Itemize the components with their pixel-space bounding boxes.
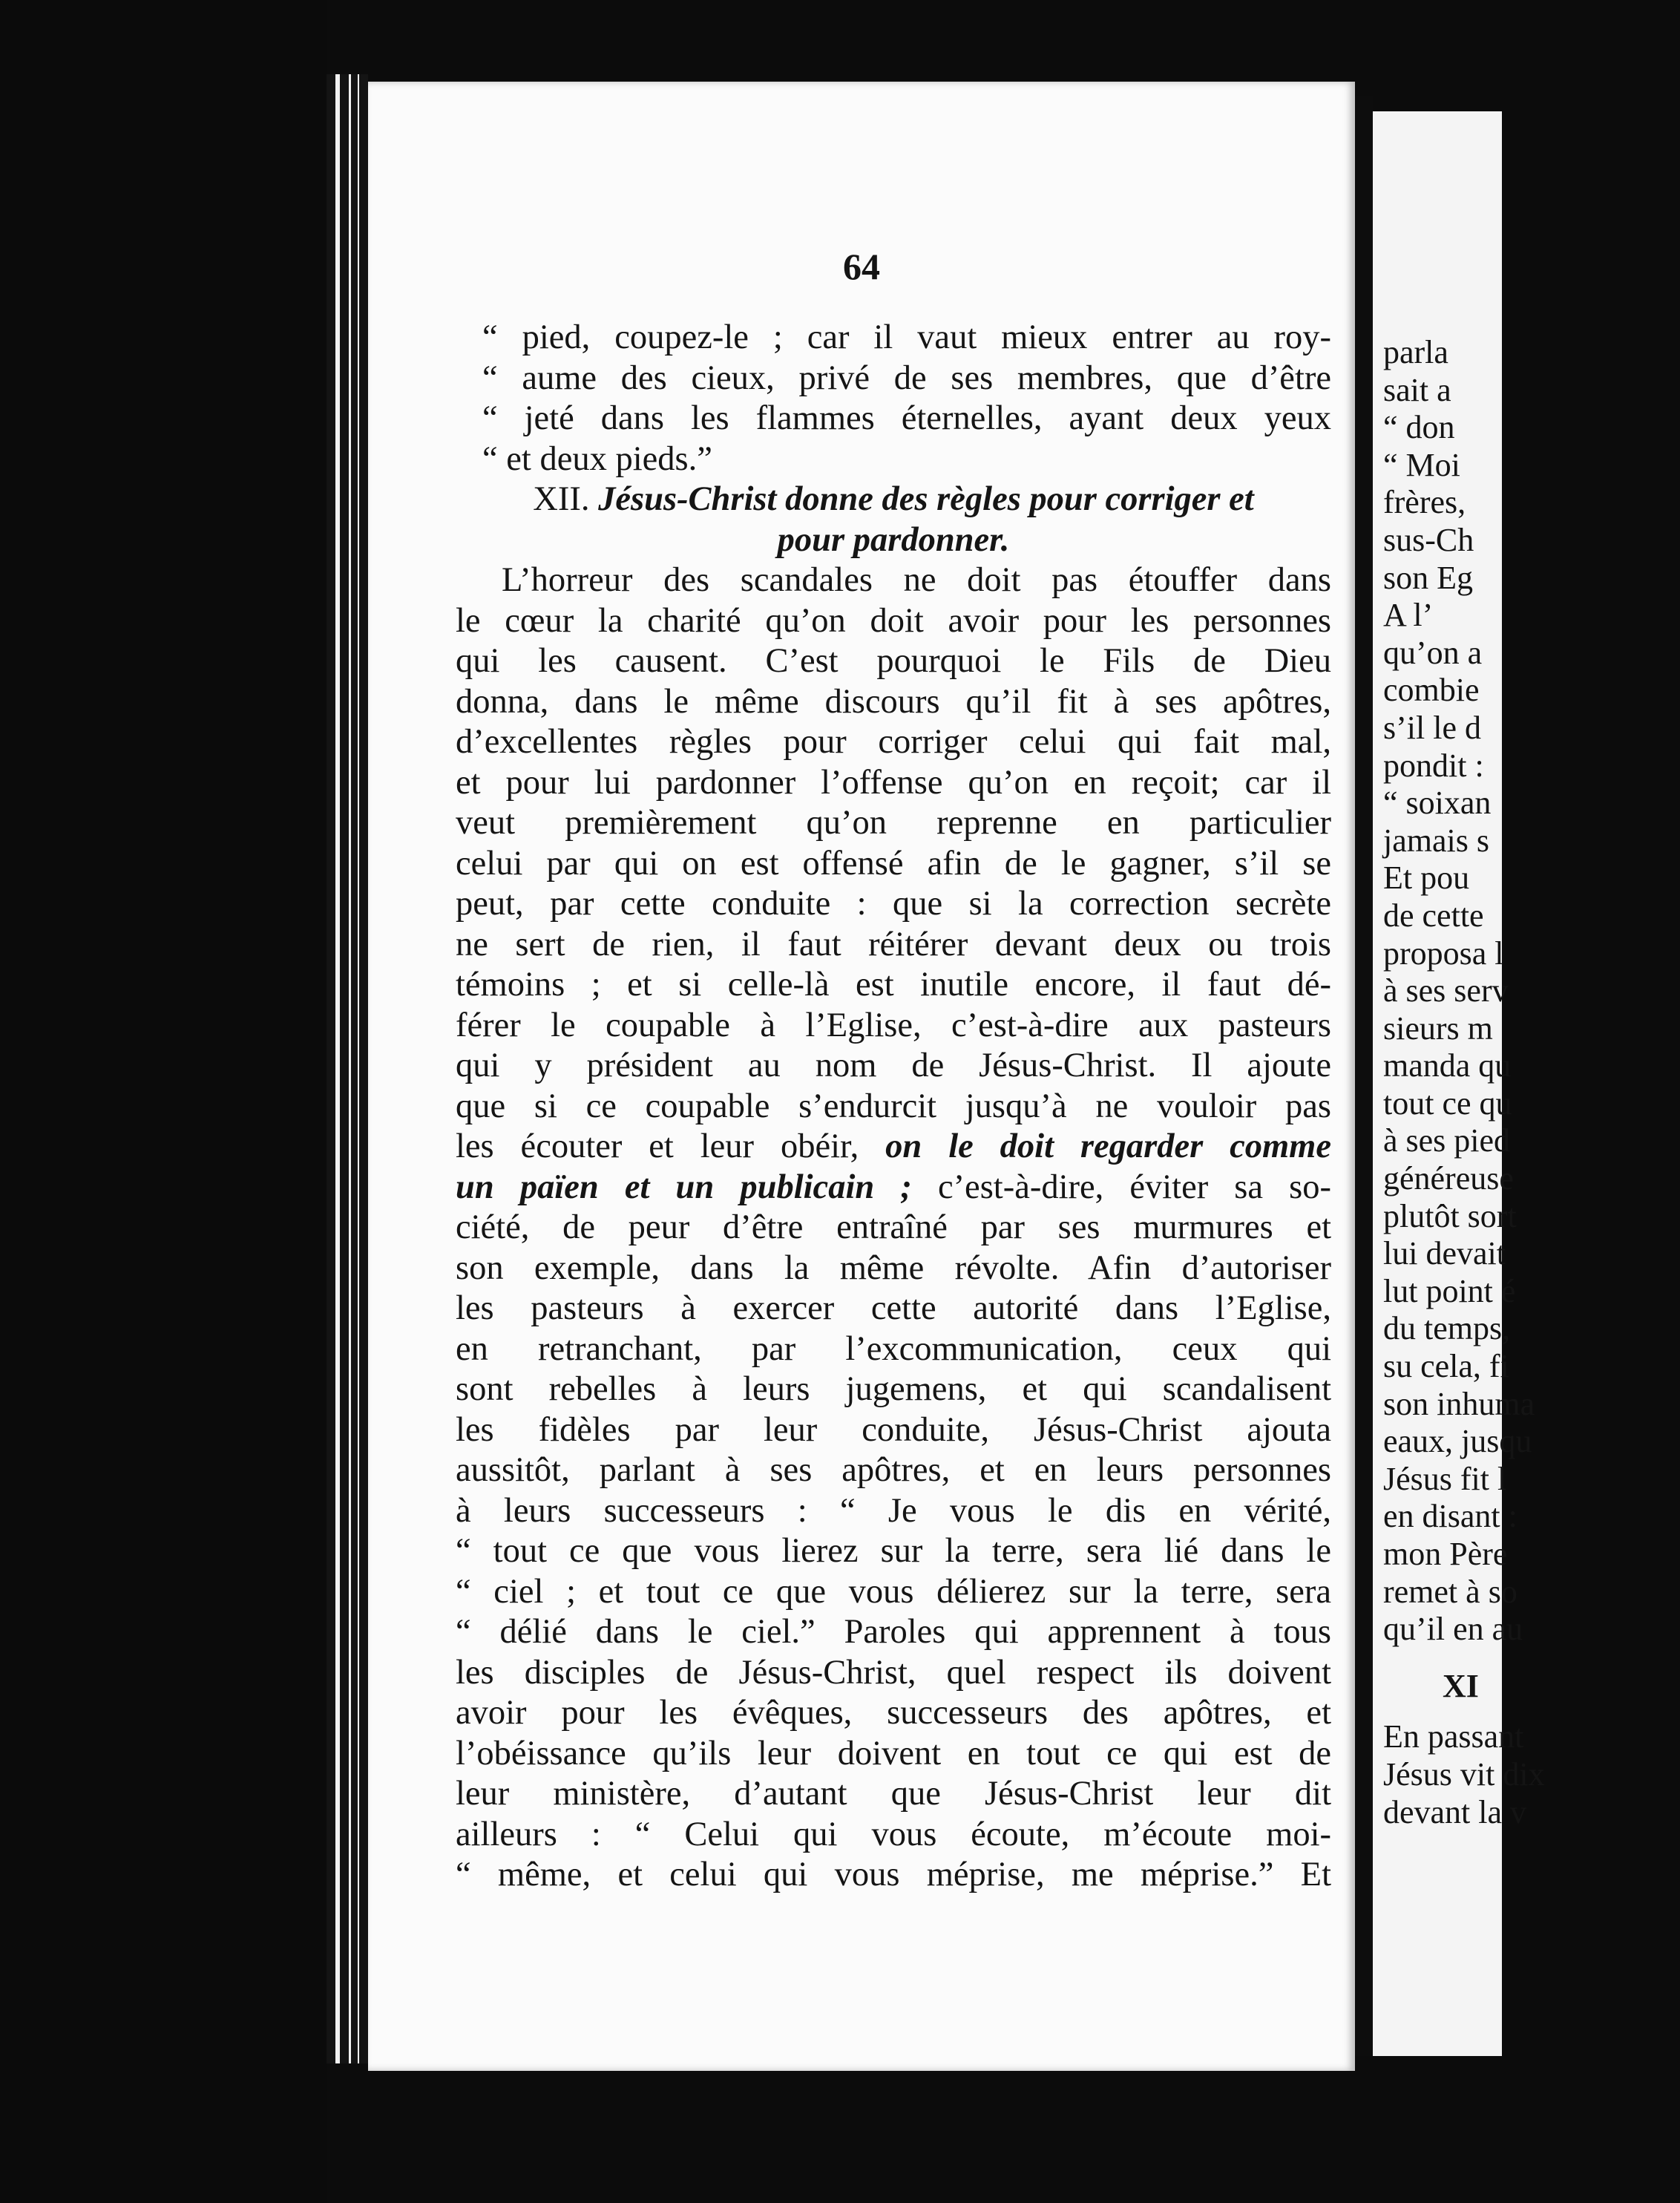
- right-page-line: Et pou: [1383, 860, 1470, 897]
- right-page-line: plutôt sort: [1383, 1197, 1517, 1234]
- italic-text: on le doit regarder comme: [885, 1127, 1331, 1165]
- right-page-text: [1383, 334, 1680, 1831]
- right-page-line: s’il le d: [1383, 709, 1481, 746]
- left-page: [368, 82, 1355, 2071]
- italic-text: un païen et un publicain ;: [456, 1168, 912, 1206]
- right-page-line: XI: [1443, 1667, 1479, 1704]
- text-line: “ délié dans le ciel.” Paroles qui apprennent à tous: [456, 1613, 1331, 1651]
- text-line: l’obéissance qu’ils leur doivent en tout ce qui est de: [456, 1734, 1331, 1772]
- text-line: peut, par cette conduite : que si la correction secrète: [456, 885, 1331, 923]
- roman-text: les écouter et leur obéir,: [456, 1127, 886, 1165]
- text-line: que si ce coupable s’endurcit jusqu’à ne vouloir pas: [456, 1087, 1331, 1125]
- text-line: férer le coupable à l’Eglise, c’est-à-dire aux pasteurs: [456, 1006, 1331, 1044]
- right-page-line: sus-Ch: [1383, 521, 1474, 558]
- right-page-line: “ soixan: [1383, 785, 1492, 822]
- text-line: “ ciel ; et tout ce que vous délierez sur la terre, sera: [456, 1572, 1331, 1611]
- right-page-line: de cette: [1383, 897, 1484, 934]
- text-line: avoir pour les évêques, successeurs des apôtres, et: [456, 1694, 1331, 1732]
- page-number: 64: [843, 246, 880, 287]
- right-page-line: pondit :: [1383, 747, 1484, 784]
- text-line: témoins ; et si celle-là est inutile encore, il faut dé-: [456, 966, 1331, 1004]
- text-line: qui les causent. C’est pourquoi le Fils de Dieu: [456, 642, 1331, 680]
- right-page-line: jamais s: [1383, 822, 1489, 859]
- right-page-line: devant la v: [1383, 1793, 1527, 1830]
- text-line: ne sert de rien, il faut réitérer devant deux ou trois: [456, 925, 1331, 963]
- scan-dark-background: [0, 0, 327, 2203]
- text-line: celui par qui on est offensé afin de le gagner, s’il se: [456, 844, 1331, 883]
- right-page-line: lui devait: [1383, 1235, 1506, 1272]
- book-binding-edge: [327, 74, 368, 2063]
- text-line: [456, 1168, 1331, 1208]
- right-page-line: parla: [1383, 334, 1448, 370]
- text-line: aussitôt, parlant à ses apôtres, et en leurs personnes: [456, 1451, 1331, 1489]
- right-page-line: qu’il en au: [1383, 1611, 1523, 1648]
- text-line: “ pied, coupez-le ; car il vaut mieux entrer au roy-: [482, 318, 1331, 356]
- right-page-line: “ Moi: [1383, 446, 1460, 483]
- text-line: L’horreur des scandales ne doit pas étouffer dans: [502, 561, 1331, 599]
- text-line: d’excellentes règles pour corriger celui qui fait mal,: [456, 723, 1331, 761]
- text-line: “ et deux pieds.”: [482, 439, 712, 478]
- right-page-line: Jésus vit dix: [1383, 1755, 1545, 1793]
- right-page-line: remet à so: [1383, 1573, 1517, 1610]
- text-line: “ même, et celui qui vous méprise, me méprise.” Et: [456, 1856, 1331, 1893]
- right-page-line: du temps,: [1383, 1310, 1511, 1347]
- italic-text: Jésus-Christ donne des règles pour corriger et: [598, 480, 1254, 518]
- right-page-line: à ses serv: [1383, 972, 1509, 1009]
- text-line: donna, dans le même discours qu’il fit à ses apôtres,: [456, 682, 1331, 721]
- page-gutter-shadow: [1355, 96, 1373, 2056]
- text-line: qui y président au nom de Jésus-Christ. Il ajoute: [456, 1047, 1331, 1084]
- right-page-line: combie: [1383, 672, 1480, 709]
- right-page-line: son inhuma: [1383, 1385, 1535, 1422]
- text-line: et pour lui pardonner l’offense qu’on en reçoit; car il: [456, 763, 1331, 802]
- text-line: [456, 1127, 1331, 1168]
- right-page-line: frères,: [1383, 484, 1466, 521]
- text-line: les fidèles par leur conduite, Jésus-Christ ajouta: [456, 1410, 1331, 1449]
- text-line: “ aume des cieux, privé de ses membres, que d’être: [482, 359, 1331, 397]
- right-page-line: Jésus fit l: [1383, 1460, 1507, 1497]
- text-line: ailleurs : “ Celui qui vous écoute, m’écoute moi-: [456, 1815, 1331, 1853]
- right-page-line: qu’on a: [1383, 634, 1483, 671]
- right-page-line: sieurs m: [1383, 1009, 1493, 1047]
- right-page-fragment: [1373, 111, 1545, 2056]
- right-page-line: “ don: [1383, 409, 1455, 446]
- right-page-line: su cela, fi: [1383, 1348, 1509, 1385]
- right-page-line: tout ce qu: [1383, 1084, 1512, 1122]
- right-page-line: A l’: [1383, 597, 1434, 634]
- right-page-line: eaux, jusqu: [1383, 1423, 1532, 1460]
- right-page-line: sait a: [1383, 371, 1451, 408]
- right-page-line: proposa l: [1383, 934, 1504, 972]
- roman-text: XII.: [533, 480, 599, 518]
- text-line: veut premièrement qu’on reprenne en particulier: [456, 804, 1331, 842]
- right-page-line: son Eg: [1383, 559, 1473, 596]
- text-line: à leurs successeurs : “ Je vous le dis en vérité,: [456, 1491, 1331, 1530]
- right-page-line: manda qu: [1383, 1047, 1512, 1084]
- text-line: “ tout ce que vous lierez sur la terre, sera lié dans le: [456, 1532, 1331, 1570]
- page-body-text: [456, 318, 1331, 1896]
- text-line: “ jeté dans les flammes éternelles, ayant deux yeux: [482, 399, 1331, 437]
- right-page-line: en disant :: [1383, 1498, 1517, 1535]
- right-page-line: à ses pied: [1383, 1122, 1511, 1159]
- text-line: ciété, de peur d’être entraîné par ses murmures et: [456, 1208, 1331, 1246]
- text-line: le cœur la charité qu’on doit avoir pour les personnes: [456, 601, 1331, 640]
- text-line: son exemple, dans la même révolte. Afin d’autoriser: [456, 1248, 1331, 1287]
- right-page-line: mon Père: [1383, 1536, 1508, 1572]
- right-page-line: généreuse: [1383, 1160, 1514, 1197]
- right-page-line: En passant: [1383, 1718, 1524, 1755]
- text-line: les pasteurs à exercer cette autorité dans l’Eglise,: [456, 1289, 1331, 1327]
- text-line: en retranchant, par l’excommunication, ceux qui: [456, 1329, 1331, 1368]
- italic-text: pour pardonner.: [777, 520, 1010, 559]
- text-line: sont rebelles à leurs jugemens, et qui scandalisent: [456, 1370, 1331, 1408]
- roman-text: c’est-à-dire, éviter sa so-: [911, 1168, 1331, 1206]
- section-heading-line: [456, 520, 1331, 561]
- text-line: leur ministère, d’autant que Jésus-Christ leur dit: [456, 1775, 1331, 1813]
- text-line: les disciples de Jésus-Christ, quel respect ils doivent: [456, 1653, 1331, 1692]
- right-page-line: lut point é: [1383, 1272, 1516, 1309]
- section-heading-line: [456, 479, 1331, 520]
